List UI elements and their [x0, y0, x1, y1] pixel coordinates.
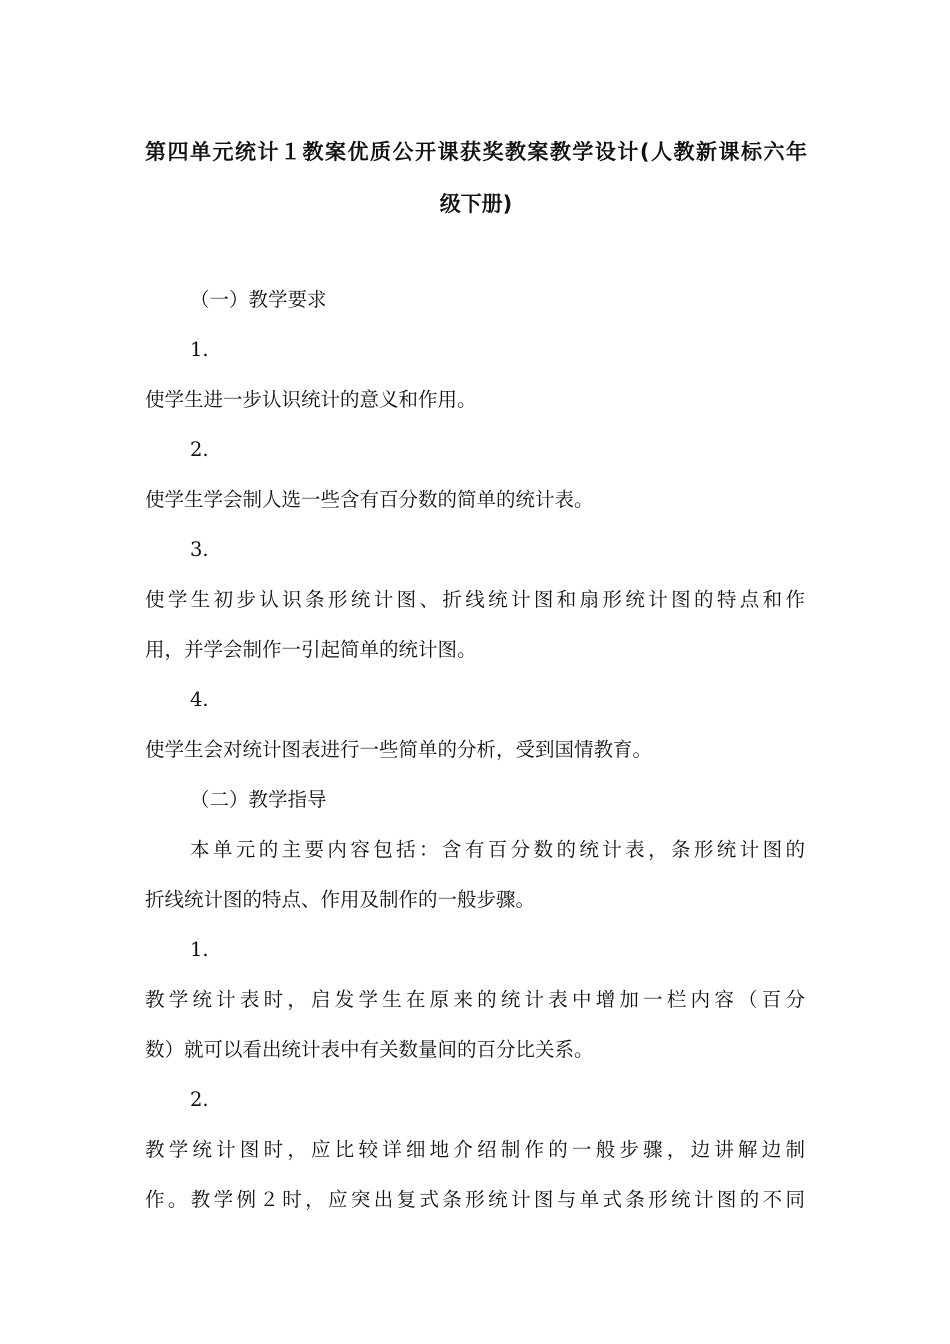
document-title-line-2: 级下册) [439, 192, 513, 216]
section-heading-requirements: （一）教学要求 [190, 288, 327, 311]
list-number: 4. [190, 688, 209, 711]
paragraph-line: 使学生进一步认识统计的意义和作用。 [145, 388, 477, 411]
paragraph-line: 使学生初步认识条形统计图、折线统计图和扇形统计图的特点和作 [145, 588, 805, 611]
paragraph-line: 数）就可以看出统计表中有关数量间的百分比关系。 [145, 1038, 594, 1061]
paragraph-line: 本单元的主要内容包括：含有百分数的统计表，条形统计图的 [190, 838, 805, 861]
paragraph-line: 折线统计图的特点、作用及制作的一般步骤。 [145, 888, 536, 911]
paragraph-line: 使学生会对统计图表进行一些简单的分析，受到国情教育。 [145, 738, 653, 761]
document-title-line-1: 第四单元统计１教案优质公开课获奖教案教学设计(人教新课标六年 [145, 140, 807, 164]
list-number: 2. [190, 438, 209, 461]
paragraph-line: 教学统计表时，启发学生在原来的统计表中增加一栏内容（百分 [145, 988, 805, 1011]
paragraph-line: 教学统计图时，应比较详细地介绍制作的一般步骤，边讲解边制 [145, 1138, 805, 1161]
paragraph-line: 用，并学会制作一引起简单的统计图。 [145, 638, 477, 661]
section-heading-guidance: （二）教学指导 [190, 788, 327, 811]
list-number: 1. [190, 338, 209, 361]
paragraph-line: 使学生学会制人选一些含有百分数的简单的统计表。 [145, 488, 594, 511]
list-number: 1. [190, 938, 209, 961]
list-number: 2. [190, 1088, 209, 1111]
list-number: 3. [190, 538, 209, 561]
paragraph-line: 作。教学例２时，应突出复式条形统计图与单式条形统计图的不同 [145, 1188, 805, 1211]
